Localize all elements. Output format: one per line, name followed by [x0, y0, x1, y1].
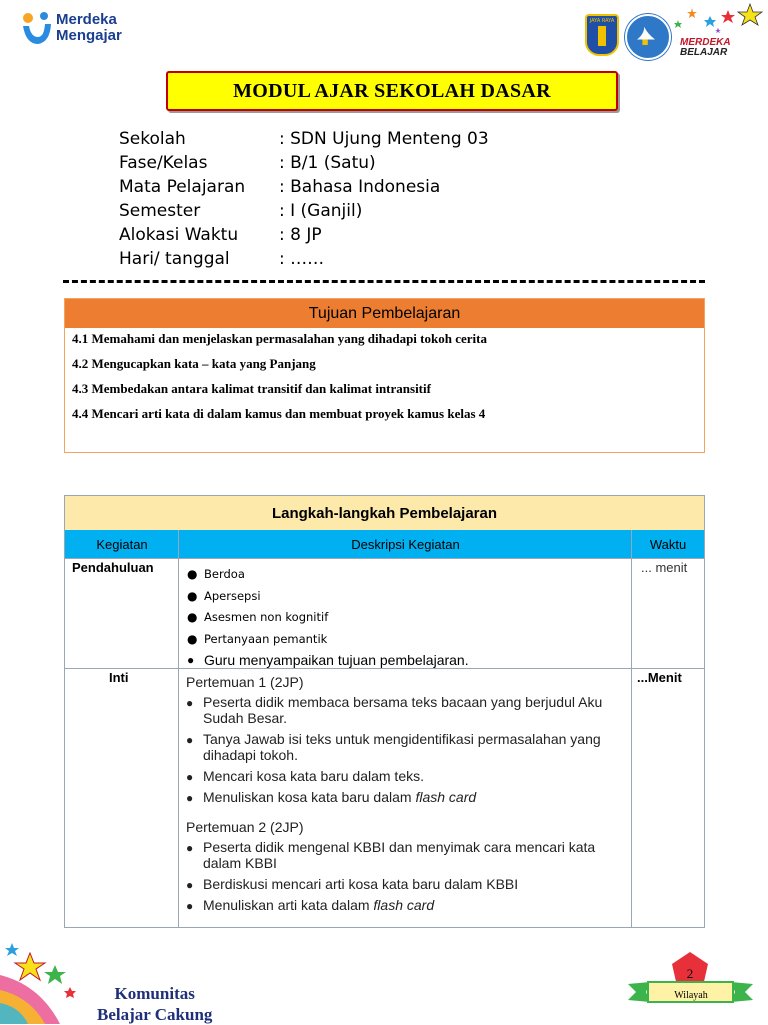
pertemuan-2-title: Pertemuan 2 (2JP) [186, 819, 304, 835]
list-item: ● Berdiskusi mencari arti kosa kata baru dalam KBBI [186, 876, 616, 892]
identity-value: : B/1 (Satu) [279, 153, 376, 173]
identity-row [119, 247, 489, 271]
identity-row [119, 151, 489, 175]
row-divider [65, 558, 704, 559]
list-item-text: Menuliskan kosa kata baru dalam [203, 789, 412, 805]
list-item: ● Apersepsi [187, 587, 617, 609]
identity-value: : 8 JP [279, 225, 322, 245]
tujuan-heading: Tujuan Pembelajaran [65, 299, 704, 328]
decorative-stars-footer-icon [0, 935, 100, 1024]
tujuan-item: 4.3 Membedakan antara kalimat transitif dan kalimat intransitif [72, 381, 431, 396]
brand-line-2: Mengajar [56, 27, 122, 44]
identity-row [119, 175, 489, 199]
brand-name [56, 12, 122, 44]
identity-label: Alokasi Waktu [119, 225, 239, 245]
pertemuan-1-list [186, 694, 616, 805]
identity-label: Fase/Kelas [119, 153, 208, 173]
list-item [186, 789, 616, 805]
merdeka-belajar-line-1: MERDEKA [680, 37, 731, 48]
list-item: ● Peserta didik mengenal KBBI dan menyimak cara mencari kata dalam KBBI [186, 839, 616, 871]
brand-line-1: Merdeka [56, 11, 117, 28]
list-item [186, 897, 616, 913]
merdeka-mengajar-icon [20, 10, 54, 48]
langkah-pembelajaran-table [64, 495, 705, 928]
document-title: MODUL AJAR SEKOLAH DASAR [233, 79, 551, 102]
page-badge-icon [628, 952, 753, 1012]
column-divider [178, 530, 179, 927]
pertemuan-1-title: Pertemuan 1 (2JP) [186, 674, 304, 690]
identity-value: : Bahasa Indonesia [279, 177, 441, 197]
identity-label: Semester [119, 201, 201, 221]
identity-value: : …… [279, 249, 325, 269]
region-label: Wilayah [674, 990, 708, 1001]
community-line-1: Komunitas [114, 984, 195, 1003]
column-header-deskripsi: Deskripsi Kegiatan [179, 530, 632, 558]
jakarta-emblem-icon [585, 14, 619, 56]
document-title-box [166, 71, 618, 111]
community-line-2: Belajar Cakung [97, 1005, 213, 1024]
identity-row [119, 199, 489, 223]
identity-label: Sekolah [119, 129, 186, 149]
list-item: ● Tanya Jawab isi teks untuk mengidentifikasi permasalahan yang dihadapi tokoh. [186, 731, 616, 763]
pertemuan-2-list [186, 839, 616, 913]
identity-value: : SDN Ujung Menteng 03 [279, 129, 489, 149]
list-item: ● Mencari kosa kata baru dalam teks. [186, 768, 616, 784]
kemendikbud-emblem-icon [625, 14, 671, 60]
identity-label: Hari/ tanggal [119, 249, 230, 269]
tujuan-item: 4.2 Mengucapkan kata – kata yang Panjang [72, 356, 316, 371]
list-item: ● Guru menyampaikan tujuan pembelajaran. [187, 651, 617, 673]
pendahuluan-time: ... menit [641, 560, 688, 575]
tujuan-item: 4.1 Memahami dan menjelaskan permasalahan yang dihadapi tokoh cerita [72, 331, 487, 346]
identity-block [119, 127, 489, 271]
list-item: ● Berdoa [187, 565, 617, 587]
inti-time: ...Menit [637, 670, 682, 685]
community-name [97, 983, 212, 1025]
merdeka-mengajar-logo [20, 10, 140, 50]
langkah-heading: Langkah-langkah Pembelajaran [65, 496, 704, 530]
list-item-italic: flash card [373, 897, 435, 913]
identity-label: Mata Pelajaran [119, 177, 246, 197]
list-item-text: Menuliskan arti kata dalam [203, 897, 370, 913]
identity-row [119, 127, 489, 151]
list-item-italic: flash card [415, 789, 477, 805]
institution-logos [580, 2, 765, 60]
dashed-divider [63, 280, 705, 283]
row-label-pendahuluan: Pendahuluan [72, 560, 154, 575]
list-item: ● Pertanyaan pemantik [187, 630, 617, 652]
merdeka-belajar-line-2: BELAJAR [680, 47, 728, 58]
column-divider [631, 530, 632, 927]
tujuan-item: 4.4 Mencari arti kata di dalam kamus dan membuat proyek kamus kelas 4 [72, 406, 486, 421]
list-item: ● Asesmen non kognitif [187, 608, 617, 630]
inti-description [186, 674, 616, 918]
identity-row [119, 223, 489, 247]
page-number: 2 [686, 966, 694, 981]
list-item: ● Peserta didik membaca bersama teks bacaan yang berjudul Aku Sudah Besar. [186, 694, 616, 726]
column-header-kegiatan: Kegiatan [65, 530, 179, 558]
column-header-waktu: Waktu [632, 530, 704, 558]
merdeka-belajar-logo [680, 38, 731, 58]
tujuan-list [65, 328, 704, 430]
identity-value: : I (Ganjil) [279, 201, 363, 221]
jakarta-emblem-text: JAYA RAYA [589, 18, 615, 24]
tujuan-pembelajaran-box [64, 298, 705, 453]
row-label-inti: Inti [109, 670, 129, 685]
pendahuluan-list [187, 565, 617, 673]
